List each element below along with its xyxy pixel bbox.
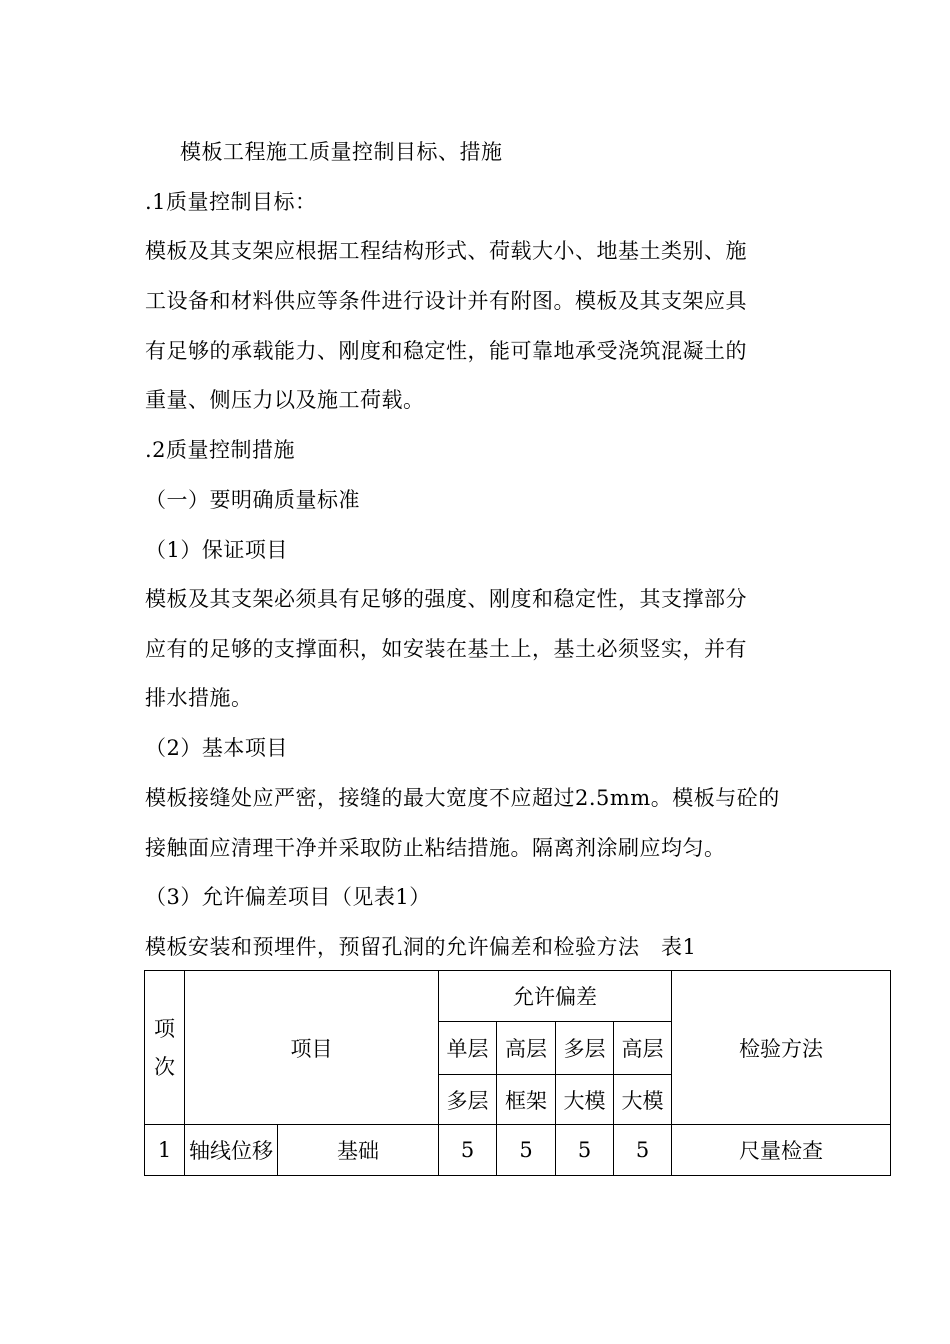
header-method-cell: 检验方法 — [672, 971, 891, 1125]
section1-paragraph-line: 工设备和材料供应等条件进行设计并有附图。模板及其支架应具 — [145, 289, 747, 313]
row-value-cell: 5 — [439, 1125, 497, 1176]
subheader-cell: 多层 — [556, 1022, 614, 1075]
item1-paragraph-line: 应有的足够的支撑面积，如安装在基土上，基土必须竖实，并有 — [145, 637, 747, 661]
row-method-cell: 尺量检查 — [672, 1125, 891, 1176]
row-value-cell: 5 — [614, 1125, 672, 1176]
row-subitem-cell: 基础 — [278, 1125, 439, 1176]
subheader-cell: 框架 — [497, 1075, 556, 1125]
section1-paragraph-line: 有足够的承载能力、刚度和稳定性，能可靠地承受浇筑混凝土的 — [145, 339, 747, 363]
row-category-cell: 轴线位移 — [185, 1125, 278, 1176]
item2-paragraph-line: 接触面应清理干净并采取防止粘结措施。隔离剂涂刷应均匀。 — [145, 836, 726, 860]
section1-paragraph-line: 重量、侧压力以及施工荷载。 — [145, 388, 425, 412]
item2-heading: （2）基本项目 — [145, 736, 288, 760]
header-seq-text: 项 — [154, 1016, 175, 1041]
subsection1-heading: （一）要明确质量标准 — [145, 488, 360, 512]
section1-paragraph-line: 模板及其支架应根据工程结构形式、荷载大小、地基土类别、施 — [145, 239, 747, 263]
subheader-cell: 多层 — [439, 1075, 497, 1125]
item2-paragraph-line: 模板接缝处应严密，接缝的最大宽度不应超过2.5mm。模板与砼的 — [145, 786, 780, 810]
section1-heading: .1质量控制目标： — [145, 190, 317, 214]
header-seq-text: 次 — [154, 1054, 175, 1079]
subheader-cell: 大模 — [556, 1075, 614, 1125]
item1-paragraph-line: 模板及其支架必须具有足够的强度、刚度和稳定性，其支撑部分 — [145, 587, 747, 611]
tolerance-table — [144, 970, 891, 1176]
document-title: 模板工程施工质量控制目标、措施 — [180, 140, 503, 164]
row-value-cell: 5 — [556, 1125, 614, 1176]
header-item-cell: 项目 — [185, 971, 439, 1125]
header-seq-cell — [145, 971, 185, 1125]
header-tolerance-cell: 允许偏差 — [439, 971, 672, 1022]
item1-paragraph-line: 排水措施。 — [145, 686, 253, 710]
row-value-cell: 5 — [497, 1125, 556, 1176]
item1-heading: （1）保证项目 — [145, 538, 288, 562]
table-caption: 模板安装和预埋件，预留孔洞的允许偏差和检验方法 表1 — [145, 935, 697, 959]
table-header-row — [145, 971, 891, 1022]
section2-heading: .2质量控制措施 — [145, 438, 296, 462]
row-seq-cell: 1 — [145, 1125, 185, 1176]
table-row — [145, 1125, 891, 1176]
subheader-cell: 单层 — [439, 1022, 497, 1075]
subheader-cell: 高层 — [614, 1022, 672, 1075]
item3-heading: （3）允许偏差项目（见表1） — [145, 885, 431, 909]
subheader-cell: 高层 — [497, 1022, 556, 1075]
subheader-cell: 大模 — [614, 1075, 672, 1125]
